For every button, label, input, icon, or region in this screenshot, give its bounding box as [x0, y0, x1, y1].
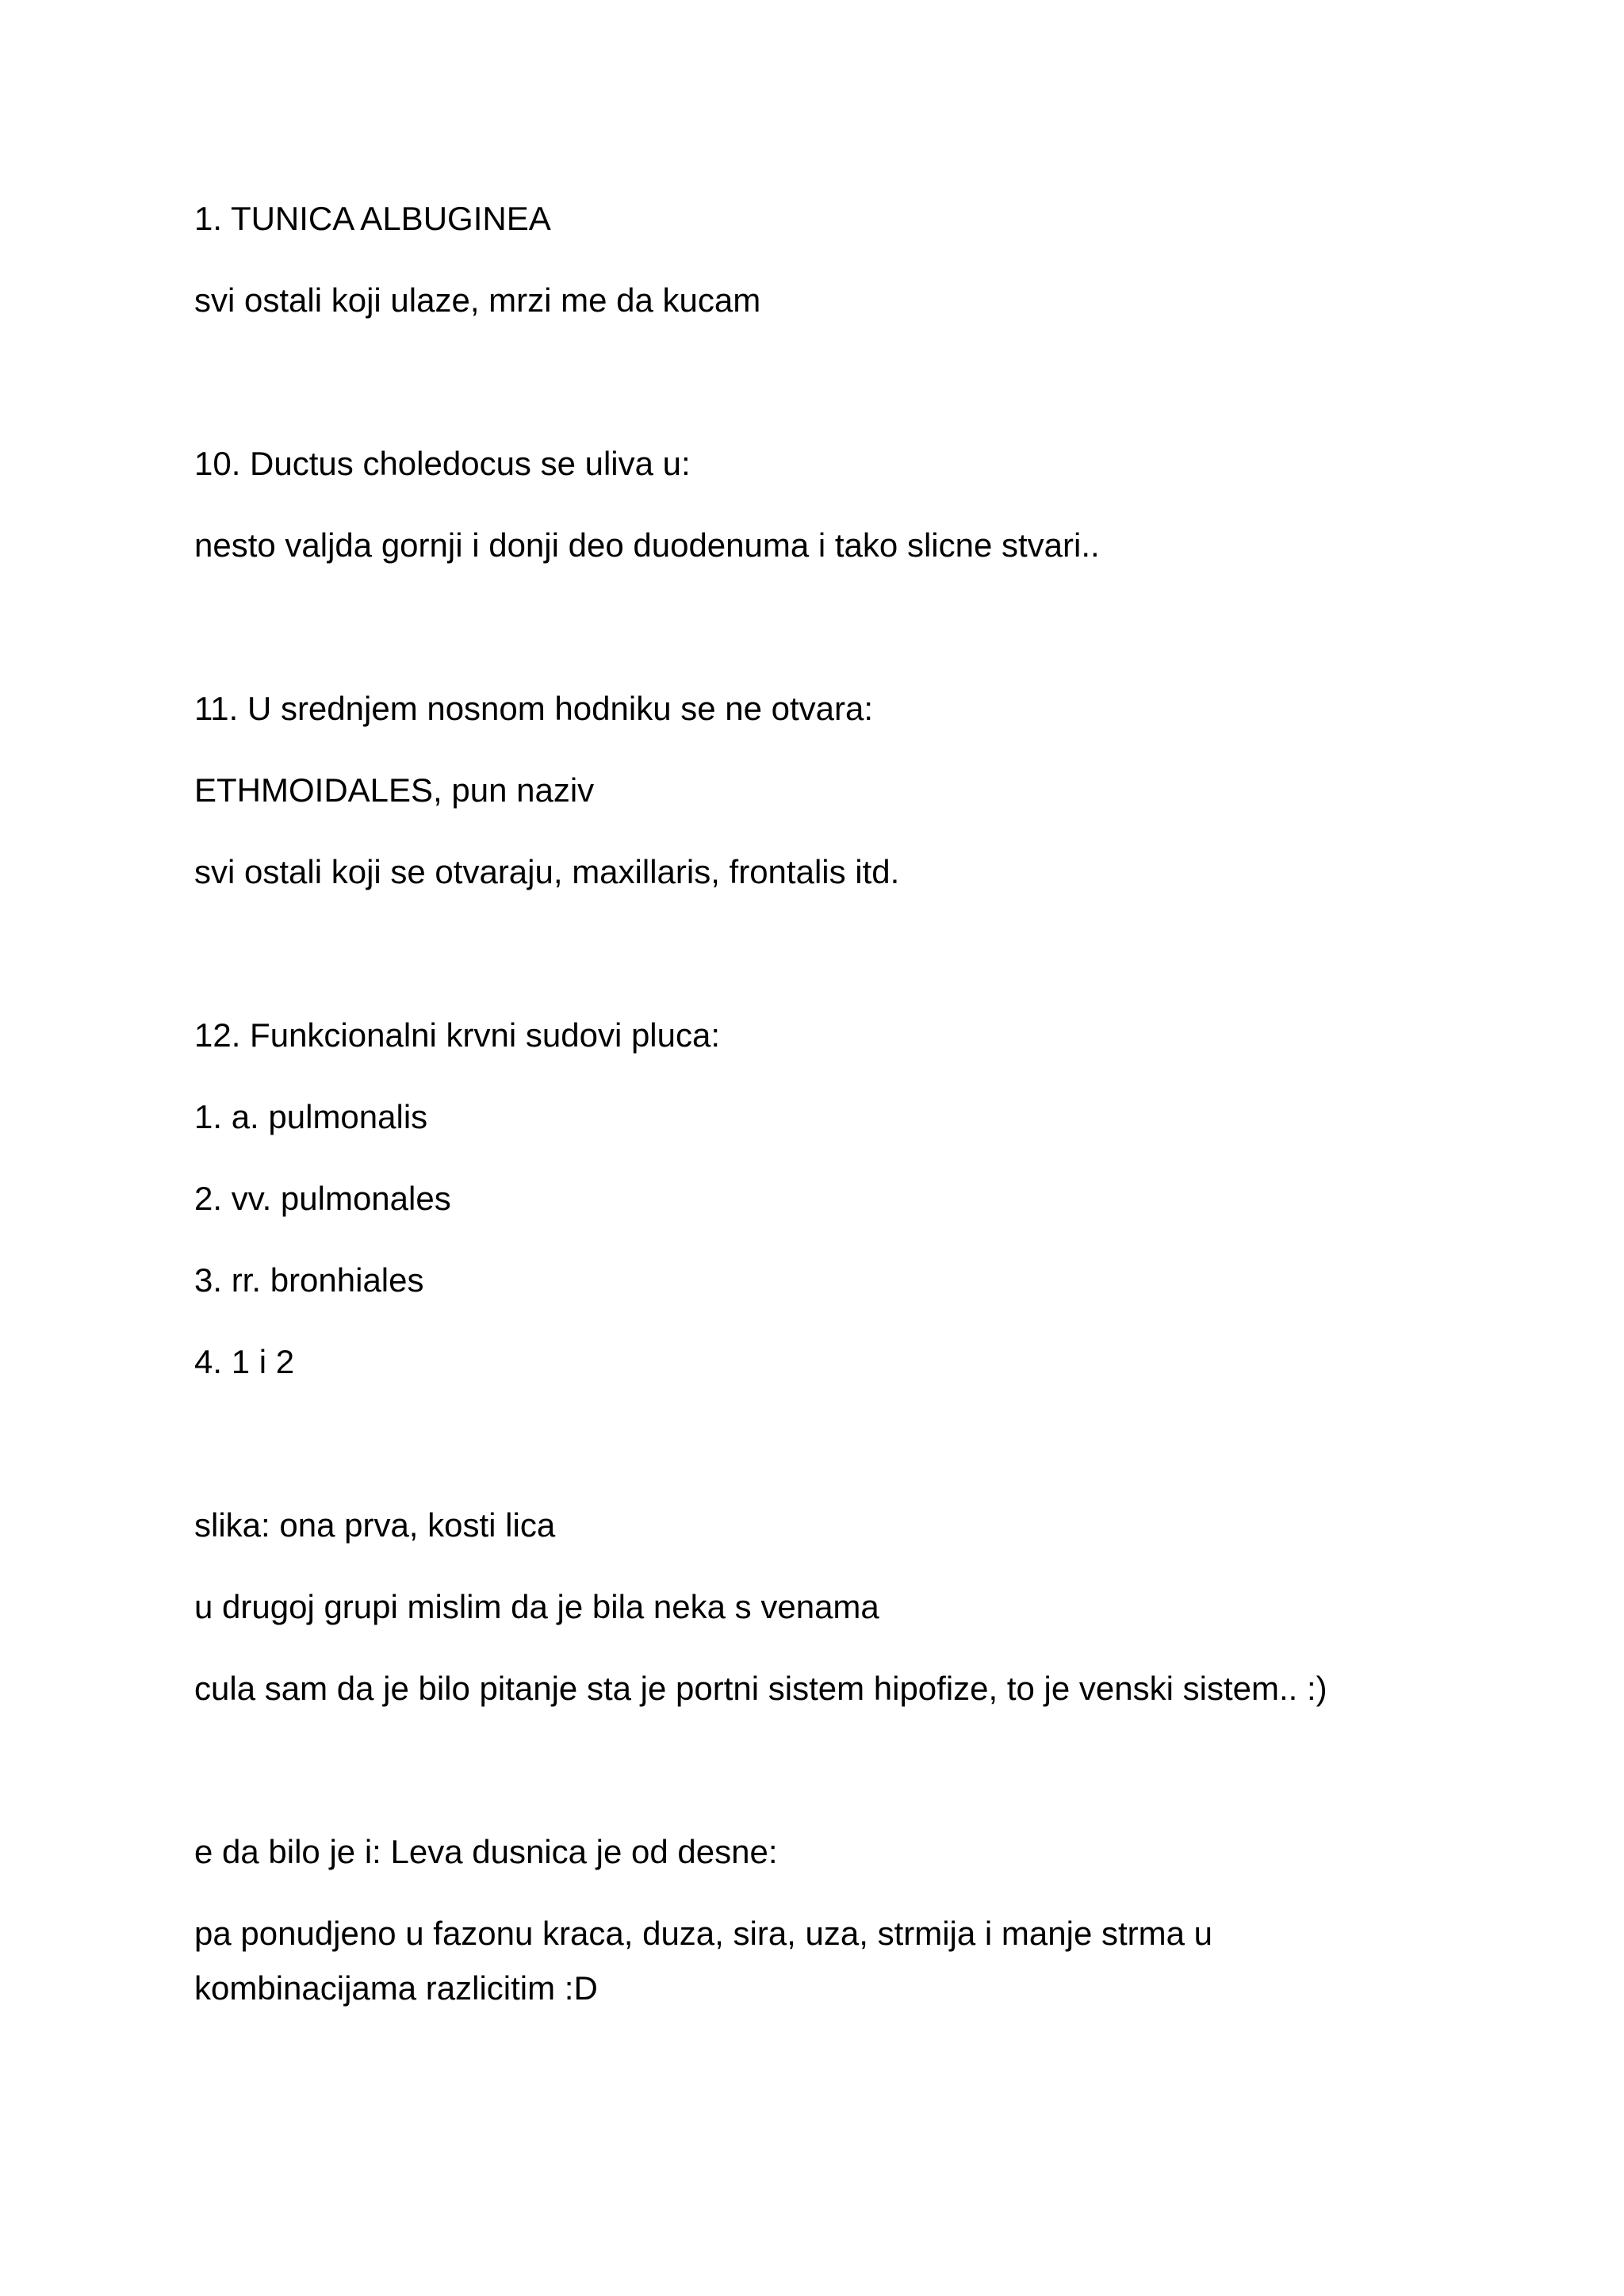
- question-12-option-1: 1. a. pulmonalis: [194, 1098, 428, 1135]
- question-12-option-4: 4. 1 i 2: [194, 1343, 295, 1380]
- image-note-line-1: slika: ona prva, kosti lica: [194, 1506, 556, 1544]
- question-11-answer: ETHMOIDALES, pun naziv: [194, 771, 595, 809]
- question-11-note: svi ostali koji se otvaraju, maxillaris, frontalis itd.: [194, 853, 900, 890]
- image-note-line-3: cula sam da je bilo pitanje sta je portni sistem hipofize, to je venski sistem.. :): [194, 1670, 1327, 1707]
- question-11-heading: 11. U srednjem nosnom hodniku se ne otvara:: [194, 690, 874, 727]
- extra-question-note-line-1: pa ponudjeno u fazonu kraca, duza, sira, uza, strmija i manje strma u: [194, 1915, 1212, 1952]
- question-10-heading: 10. Ductus choledocus se uliva u:: [194, 445, 691, 482]
- image-note-line-2: u drugoj grupi mislim da je bila neka s venama: [194, 1588, 879, 1625]
- question-12-option-2: 2. vv. pulmonales: [194, 1180, 451, 1217]
- extra-question-note-line-2: kombinacijama razlicitim :D: [194, 1969, 598, 2007]
- question-10-note: nesto valjda gornji i donji deo duodenuma i tako slicne stvari..: [194, 526, 1100, 564]
- question-1-note: svi ostali koji ulaze, mrzi me da kucam: [194, 281, 761, 319]
- question-12-option-3: 3. rr. bronhiales: [194, 1261, 424, 1299]
- question-12-heading: 12. Funkcionalni krvni sudovi pluca:: [194, 1016, 721, 1054]
- extra-question-heading: e da bilo je i: Leva dusnica je od desne:: [194, 1833, 778, 1870]
- question-1-heading: 1. TUNICA ALBUGINEA: [194, 200, 551, 237]
